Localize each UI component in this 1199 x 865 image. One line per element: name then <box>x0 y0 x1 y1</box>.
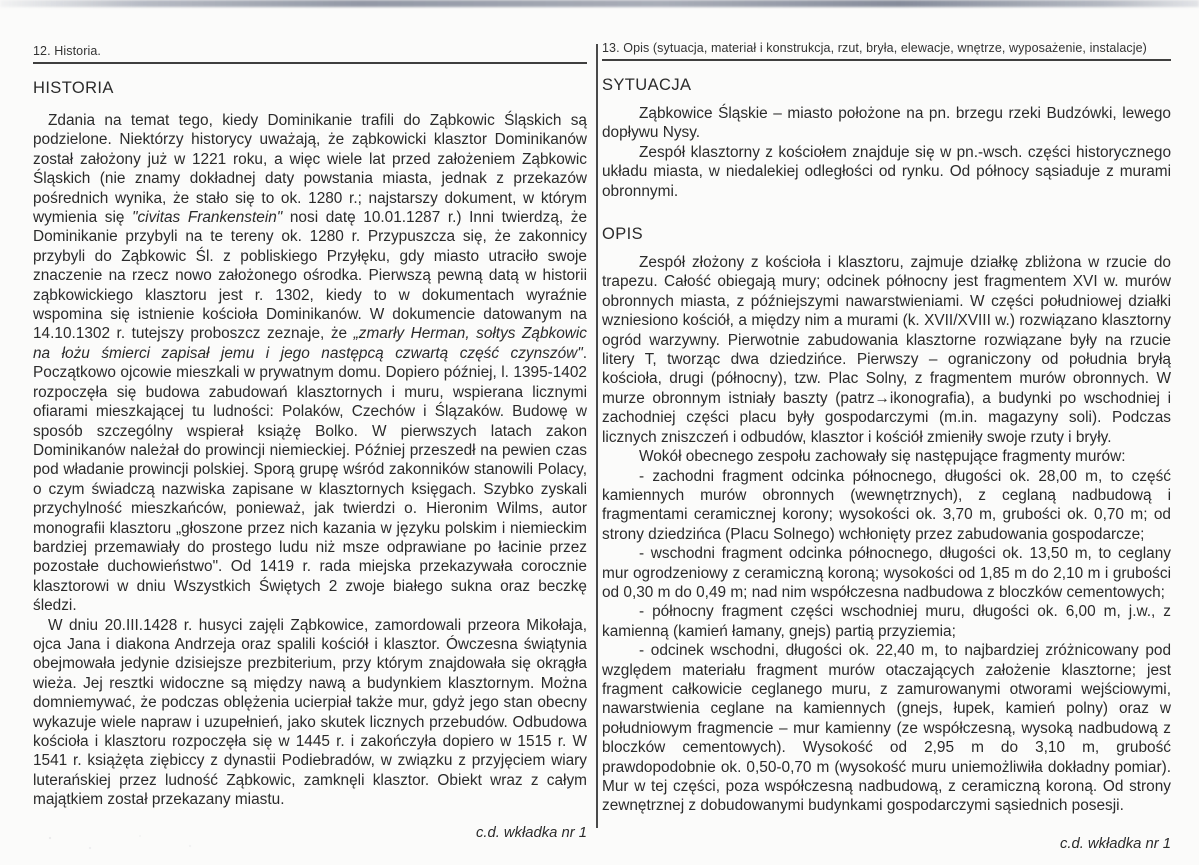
continuation-note-right: c.d. wkładka nr 1 <box>1059 835 1171 852</box>
paragraph: - zachodni fragment odcinka północnego, długości ok. 28,00 m, to część kamiennych murów obronnych (wewnętrznych), z ceglaną nadbudową i fragmentami ceramicznej korony; wysokości ok. 3,70 m, grubości ok. 0,70 m; od strony dziedzińca (Placu Solnego) wchłonięty przez zabudowania gospodarcze; <box>602 467 1171 543</box>
section-title-historia: HISTORIA <box>33 79 114 97</box>
left-column-header: 12. Historia. <box>33 44 587 64</box>
right-column-header: 13. Opis (sytuacja, materiał i konstrukcja, rzut, bryła, elewacje, wnętrze, wyposażenie, instalacje) <box>602 41 1171 61</box>
column-divider-rule <box>596 44 598 828</box>
section-title-opis: OPIS <box>602 225 644 244</box>
opis-body-text <box>602 253 1171 816</box>
paragraph: - odcinek wschodni, długości ok. 22,40 m, to najbardziej zróżnicowany pod względem materiału fragment murów otaczających założenie klasztorne; jest fragment całkowicie ceglanego muru, z zamurowanymi otworami wejściowymi, nawarstwienia ceglane na kamiennych (gnejs, łupek, kamień polny) oraz w południowym fragmencie – mur kamienny (ze współczesną, wysoką nadbudową z bloczków cementowych). Wysokość od 2,95 m do 3,10 m, grubość prawdopodobnie ok. 0,50-0,70 m (wysokość muru uniemożliwiła dokładny pomiar). Mur w tej części, poza współczesną nadbudową, z ceramiczną koroną. Od strony zewnętrznej z dobudowanymi budynkami gospodarczymi sąsiednich posesji. <box>602 642 1171 815</box>
left-column-history <box>33 44 587 841</box>
paragraph: Zespół klasztorny z kościołem znajduje się w pn.-wsch. części historycznego układu miasta, w niedalekiej odległości od rynku. Od północy sąsiaduje z murami obronnymi. <box>602 143 1171 200</box>
paragraph: Zespół złożony z kościoła i klasztoru, zajmuje działkę zbliżona w rzucie do trapezu. Całość obiegają mury; odcinek północny jest fragmentem XVI w. murów obronnych miasta, z późniejszymi nawarstwieniami. W części południowej działki wzniesiono kościół, a między nim a murami (k. XVII/XVIII w.) rozwiązano klasztorny ogród warzywny. Pierwotnie zabudowania klasztorne rozwiązane były na rzucie litery T, tworząc dwa dziedzińce. Pierwszy – ograniczony od południa bryłą kościoła, drugi (północny), tzw. Plac Solny, z fragmentem murów obronnych. W murze obronnym istniały baszty (patrz→ikonografia), a budynki po wschodniej i zachodniej części placu były gospodarczymi (m.in. magazyny soli). Podczas licznych zniszczeń i odbudów, klasztor i kościół zmieniły swoje rzuty i bryły. <box>602 254 1171 446</box>
historia-body-text <box>33 111 587 810</box>
paragraph: Ząbkowice Śląskie – miasto położone na pn. brzegu rzeki Budzówki, lewego dopływu Nysy. <box>602 105 1171 142</box>
continuation-note-left: c.d. wkładka nr 1 <box>475 824 587 841</box>
paragraph: - wschodni fragment odcinka północnego, długości ok. 13,50 m, to ceglany mur ogrodzeniowy z ceramiczną koroną; wysokości od 1,85 m do 2,10 m i grubości od 0,30 m do 0,49 m; nad nim współczesna nadbudowa z bloczków cementowych; <box>602 545 1171 601</box>
paragraph: - północny fragment części wschodniej muru, długości ok. 6,00 m, j.w., z kamienną (kamień łamany, gnejs) partią przyziemia; <box>602 603 1171 640</box>
paragraph: Wokół obecnego zespołu zachowały się następujące fragmenty murów: <box>639 448 1126 466</box>
section-title-sytuacja: SYTUACJA <box>602 76 692 94</box>
sytuacja-body-text <box>602 104 1171 201</box>
right-column-description <box>602 41 1171 852</box>
section-opis <box>602 225 1171 816</box>
paragraph: W dniu 20.III.1428 r. husyci zajęli Ząbkowice, zamordowali przeora Mikołaja, ojca Jana i diakona Andrzeja oraz spalili kościół i klasztor. Ówczesna świątynia obejmowała jedynie dzisiejsze prezbiterium, przy którym znajdowała się okrągła wieża. Jej resztki widoczne są między nawą a budynkiem klasztornym. Można domniemywać, że podczas oblężenia ucierpiał także mur, gdyż jego stan obecny wykazuje wiele napraw i uzupełnień, jako skutek licznych przebudów. Odbudowa kościoła i klasztoru rozpoczęła się w 1445 r. i zakończyła dopiero w 1515 r. W 1541 r. książęta ziębiccy z dynastii Podiebradów, w związku z przyjęciem wiary luterańskiej przez ludność Ząbkowic, zamknęli klasztor. Obiekt wraz z całym majątkiem został przekazany miastu. <box>33 616 587 809</box>
paragraph: Zdania na temat tego, kiedy Dominikanie trafili do Ząbkowic Śląskich są podzielone. Niektórzy historycy uważają, że ząbkowicki klasztor Dominikanów został założony już w 1221 roku, a więc wiele lat przed założeniem Ząbkowic Śląskich (nie znamy dokładnej daty powstania miasta, jednak z przekazów pośrednich wynika, że stało się to ok. 1280 r.; najstarszy dokument, w którym wymienia się "civitas Frankenstein" nosi datę 10.01.1287 r.) Inni twierdzą, że Dominikanie przybyli na te tereny ok. 1280 r. Przypuszcza się, że zakonnicy przybyli do Ząbkowic Śl. z pobliskiego Przyłęku, gdy miasto utraciło swoje znaczenie na rzecz nowo założonego ośrodka. Pierwszą pewną datą w historii ząbkowickiego klasztoru jest r. 1302, kiedy to w dokumentach wyraźnie wspomina się istnienie kościoła Dominikanów. W dokumencie datowanym na 14.10.1302 r. tutejszy proboszcz zeznaje, że „zmarły Herman, sołtys Ząbkowic na łożu śmierci zapisał jemu i jego następcą czwartą część czynszów". Początkowo ojcowie mieszkali w prywatnym domu. Dopiero później, l. 1395-1402 rozpoczęła się budowa zabudowań klasztornych i muru, wspierana licznymi ofiarami mieszkającej tu ludności: Polaków, Czechów i Ślązaków. Budowę w sposób szczególny wspierał książę Bolko. W pierwszych latach zakon Dominikanów należał do prowincji niemieckiej. Później przeszedł na pewien czas pod władanie prowincji polskiej. Sporą grupę wśród zakonników stanowili Polacy, o czym świadczą nazwiska zapisane w klasztornych księgach. Szybko zyskali przychylność mieszkańców, ponieważ, jak twierdzi o. Hieronim Wilms, autor monografii klasztoru „głoszone przez nich kazania w języku polskim i niemieckim bardziej przemawiały do prostego ludu niż msze odprawiane po łacinie przez pozostałe duchowieństwo". Od 1419 r. rada miejska przekazywała corocznie klasztorowi w dniu Wszystkich Świętych 2 zwoje białego sukna oraz beczkę śledzi. <box>33 112 588 615</box>
scan-edge-artifact <box>0 0 1199 7</box>
scan-noise-specks <box>30 828 280 858</box>
section-sytuacja <box>602 76 1171 201</box>
